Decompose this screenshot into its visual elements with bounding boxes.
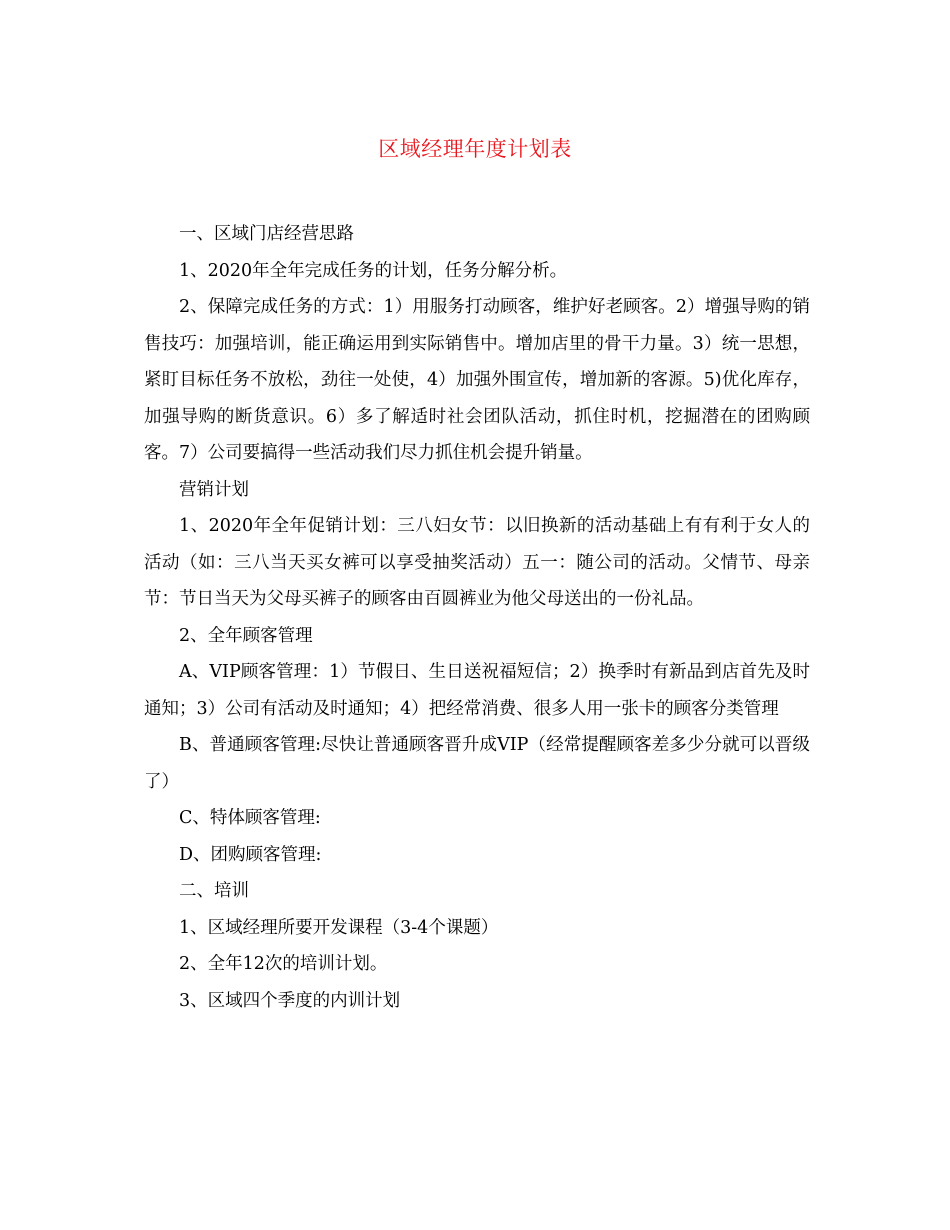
section-heading-store-strategy: 一、区域门店经营思路 (179, 224, 354, 244)
document-title: 区域经理年度计划表 (378, 137, 572, 161)
paragraph-quarterly-training: 3、区域四个季度的内训计划 (179, 990, 401, 1011)
paragraph-group-customer: D、团购顾客管理: (179, 844, 322, 865)
paragraph-course-development: 1、区域经理所要开发课程（3-4个课题） (179, 917, 499, 938)
paragraph-customer-management: 2、全年顾客管理 (179, 625, 313, 646)
paragraph-special-customer: C、特体顾客管理: (179, 808, 321, 828)
paragraph-vip-customer: A、VIP顾客管理：1）节假日、生日送祝福短信；2）换季时有新品到店首先及时通知；3）公司有活动及时通知；4）把经常消费、很多人用一张卡的顾客分类管理 (144, 662, 810, 719)
paragraph-annual-task-plan: 1、2020年全年完成任务的计划，任务分解分析。 (179, 260, 568, 281)
paragraph-regular-customer: B、普通顾客管理:尽快让普通顾客晋升成VIP（经常提醒顾客差多少分就可以晋级了） (144, 735, 810, 792)
paragraph-task-guarantee-methods: 2、保障完成任务的方式：1）用服务打动顾客，维护好老顾客。2）增强导购的销售技巧：加强培训，能正确运用到实际销售中。增加店里的骨干力量。3）统一思想，紧盯目标任务不放松，劲往一处使，4）加强外围宣传，增加新的客源。5)优化库存，加强导购的断货意识。6）多了解适时社会团队活动，抓住时机，挖掘潜在的团购顾客。7）公司要搞得一些活动我们尽力抓住机会提升销量。 (144, 297, 810, 463)
document-body (144, 216, 810, 1019)
section-heading-marketing-plan: 营销计划 (179, 479, 249, 500)
section-heading-training: 二、培训 (179, 881, 249, 901)
paragraph-training-schedule: 2、全年12次的培训计划。 (179, 954, 388, 974)
paragraph-promotion-plan: 1、2020年全年促销计划：三八妇女节：以旧换新的活动基础上有有利于女人的活动（如：三八当天买女裤可以享受抽奖活动）五一：随公司的活动。父情节、母亲节：节日当天为父母买裤子的顾客由百圆裤业为他父母送出的一份礼品。 (144, 516, 810, 609)
